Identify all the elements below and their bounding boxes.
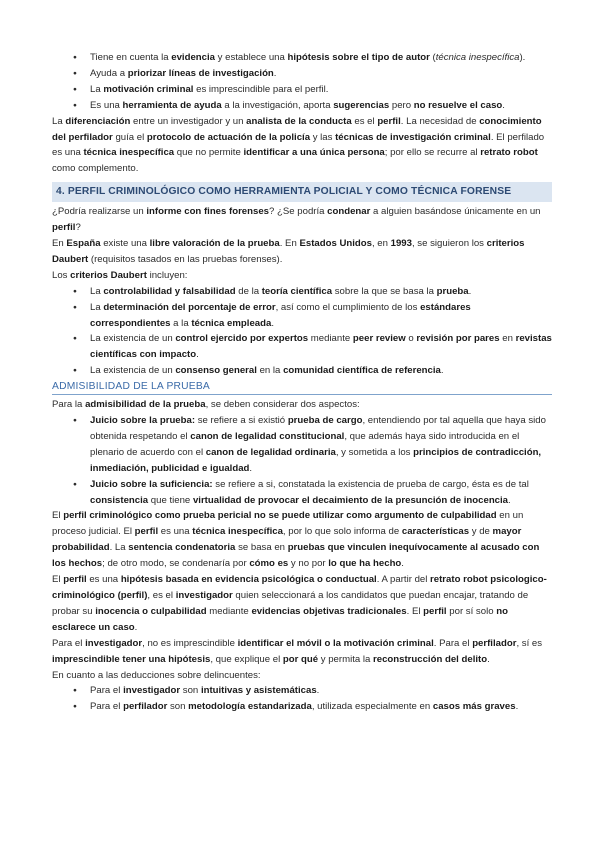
paragraph-question: ¿Podría realizarse un informe con fines forenses? ¿Se podría condenar a alguien basándose únicamente en un perfil?	[52, 206, 541, 234]
list-item: ● Tiene en cuenta la evidencia y establece una hipótesis sobre el tipo de autor (técnica inespecífica).	[52, 50, 552, 66]
list-item: ● La existencia de un consenso general en la comunidad científica de referencia.	[52, 363, 552, 379]
list-item: ● Juicio sobre la prueba: se refiere a si existió prueba de cargo, entendiendo por tal aquella que haya sido obtenida respetando el canon de legalidad constitucional, que además haya sido introducida en el plenario de acuerdo con el canon de legalidad ordinaria, y sometida a los principios de contradicción, inmediación, publicidad e igualdad.	[52, 413, 552, 477]
list-item: ● Juicio sobre la suficiencia: se refiere a si, constatada la existencia de prueba de cargo, ésta es de tal consistencia que tiene virtualidad de provocar el decaimiento de la presunción de inocencia.	[52, 477, 552, 509]
document-page	[52, 50, 552, 715]
bullet-list-perfil-traits	[52, 50, 552, 114]
paragraph-diferenciacion: La diferenciación entre un investigador y un analista de la conducta es el perfil. La necesidad de conocimiento del perfilador guía el protocolo de actuación de la policía y las técnicas de investigación criminal. El perfilado es una técnica inespecífica que no permite identificar a una única persona; por ello se recurre al retrato robot como complemento.	[52, 115, 545, 175]
bullet-list-deducciones	[52, 683, 552, 715]
list-item: ● La existencia de un control ejercido por expertos mediante peer review o revisión por pares en revistas científicas con impacto.	[52, 331, 552, 363]
bullet-list-daubert	[52, 284, 552, 379]
paragraph-investigador-perfilador: Para el investigador, no es imprescindible identificar el móvil o la motivación criminal. Para el perfilador, sí es imprescindible tener una hipótesis, que explique el por qué y permita la reconstrucción del delito.	[52, 637, 543, 665]
list-item: ● Es una herramienta de ayuda a la investigación, aporta sugerencias pero no resuelve el caso.	[52, 98, 552, 114]
paragraph-espana: En España existe una libre valoración de la prueba. En Estados Unidos, en 1993, se siguieron los criterios Daubert (requisitos tasados en las pruebas forenses).	[52, 237, 525, 265]
list-item: ● La controlabilidad y falsabilidad de la teoría científica sobre la que se basa la prueba.	[52, 284, 552, 300]
list-item: ● La motivación criminal es imprescindible para el perfil.	[52, 82, 552, 98]
paragraph-daubert-intro: Los criterios Daubert incluyen:	[52, 269, 188, 281]
paragraph-admisibilidad: Para la admisibilidad de la prueba, se deben considerar dos aspectos:	[52, 399, 360, 411]
subheading-admisibilidad: ADMISIBILIDAD DE LA PRUEBA	[52, 379, 552, 395]
paragraph-deducciones: En cuanto a las deducciones sobre delincuentes:	[52, 669, 261, 681]
paragraph-hipotesis: El perfil es una hipótesis basada en evidencia psicológica o conductual. A partir del retrato robot psicologico-criminológico (perfil), es el investigador quien seleccionará a los candidatos que puedan encajar, tratando de probar su inocencia o culpabilidad mediante evidencias objetivas tradicionales. El perfil por sí solo no esclarece un caso.	[52, 574, 547, 633]
bullet-list-juicios	[52, 413, 552, 508]
list-item: ● Para el investigador son intuitivas y asistemáticas.	[52, 683, 552, 699]
list-item: ● Ayuda a priorizar líneas de investigación.	[52, 66, 552, 82]
paragraph-prueba-pericial: El perfil criminológico como prueba pericial no se puede utilizar como argumento de culpabilidad en un proceso judicial. El perfil es una técnica inespecífica, por lo que solo informa de características y de mayor probabilidad. La sentencia condenatoria se basa en pruebas que vinculen inequívocamente al acusado con los hechos; de otro modo, se condenaría por cómo es y no por lo que ha hecho.	[52, 510, 540, 570]
list-item: ● Para el perfilador son metodología estandarizada, utilizada especialmente en casos más graves.	[52, 699, 552, 715]
section-heading: 4. PERFIL CRIMINOLÓGICO COMO HERRAMIENTA POLICIAL Y COMO TÉCNICA FORENSE	[52, 182, 552, 202]
list-item: ● La determinación del porcentaje de error, así como el cumplimiento de los estándares correspondientes a la técnica empleada.	[52, 300, 552, 332]
